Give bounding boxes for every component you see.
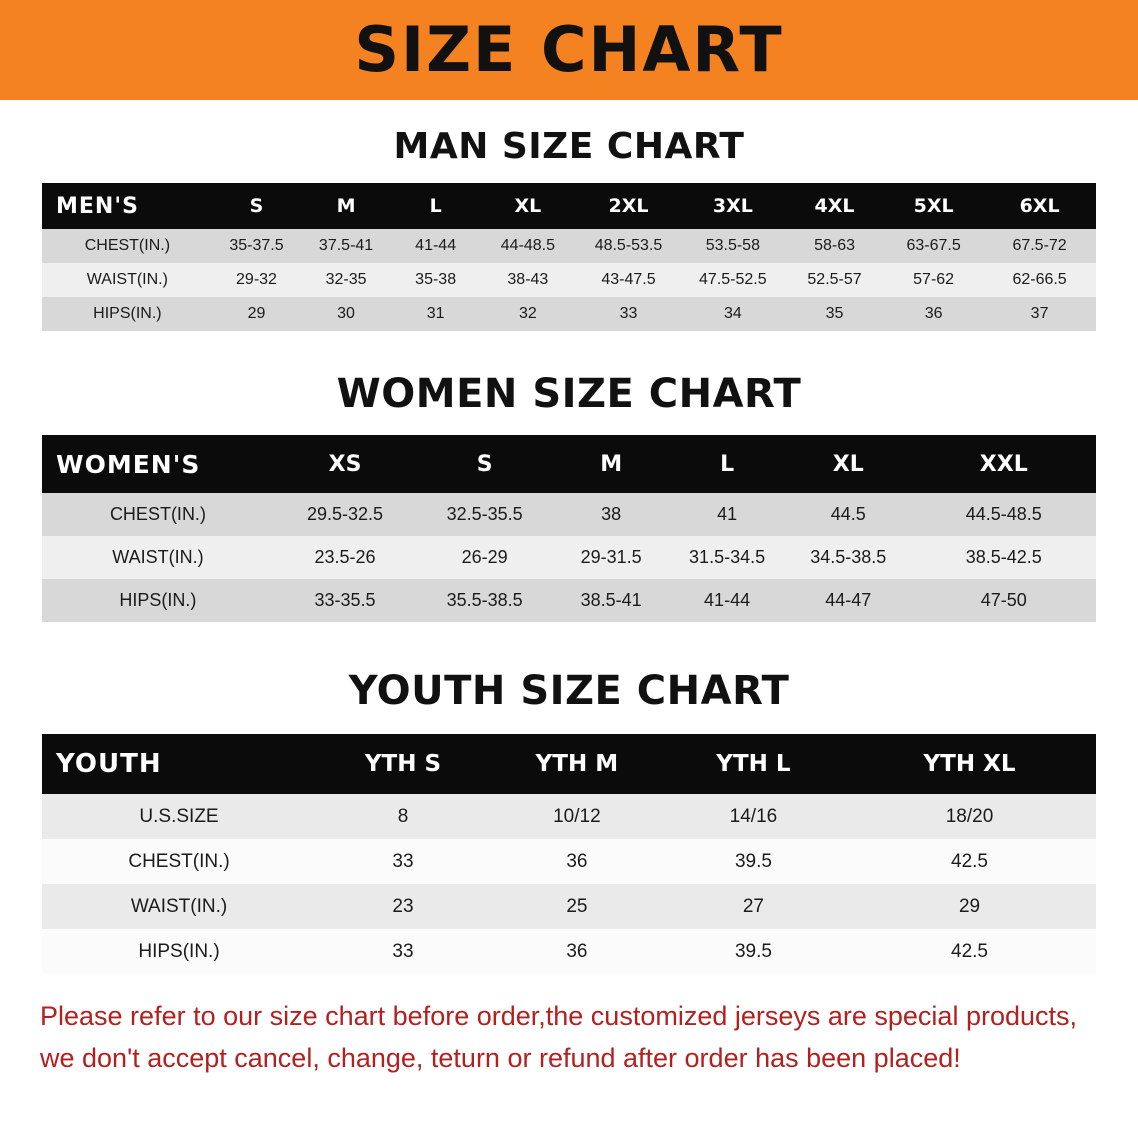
women-cell: 35.5-38.5 (416, 579, 553, 622)
man-table-body (42, 229, 1096, 331)
man-cell: 57-62 (884, 263, 983, 297)
man-cell: 62-66.5 (983, 263, 1096, 297)
youth-table-wrapper (0, 734, 1138, 974)
women-table-head (42, 435, 1096, 493)
women-cell: 23.5-26 (274, 536, 416, 579)
youth-header-label: YOUTH (42, 734, 316, 794)
youth-table-head (42, 734, 1096, 794)
man-cell: 35-38 (392, 263, 479, 297)
table-row (42, 929, 1096, 974)
youth-cell: 8 (316, 794, 490, 839)
youth-section-heading: YOUTH SIZE CHART (348, 668, 790, 714)
table-row (42, 493, 1096, 536)
women-size-table (42, 435, 1096, 622)
table-row (42, 579, 1096, 622)
women-cell: 44-47 (785, 579, 911, 622)
youth-cell: 42.5 (843, 929, 1096, 974)
man-cell: 36 (884, 297, 983, 331)
youth-row-label: HIPS(IN.) (42, 929, 316, 974)
youth-cell: 14/16 (664, 794, 843, 839)
women-table-body (42, 493, 1096, 622)
women-cell: 38 (553, 493, 669, 536)
man-cell: 34 (681, 297, 785, 331)
women-cell: 38.5-41 (553, 579, 669, 622)
man-cell: 38-43 (479, 263, 576, 297)
women-table-wrapper (0, 435, 1138, 622)
women-header-size: XL (785, 435, 911, 493)
table-row (42, 536, 1096, 579)
man-section-heading: MAN SIZE CHART (393, 126, 745, 167)
man-cell: 41-44 (392, 229, 479, 263)
man-cell: 43-47.5 (576, 263, 680, 297)
man-cell: 35-37.5 (213, 229, 300, 263)
man-header-size: M (300, 183, 392, 229)
man-header-size: XL (479, 183, 576, 229)
youth-row-label: U.S.SIZE (42, 794, 316, 839)
order-policy-note: Please refer to our size chart before order,the customized jerseys are special products, we don't accept cancel, change, teturn or refund after order has been placed! (40, 1001, 1078, 1073)
women-row-label: WAIST(IN.) (42, 536, 274, 579)
table-row (42, 794, 1096, 839)
women-header-size: S (416, 435, 553, 493)
youth-cell: 39.5 (664, 839, 843, 884)
women-cell: 41 (669, 493, 785, 536)
youth-cell: 29 (843, 884, 1096, 929)
man-row-label: HIPS(IN.) (42, 297, 213, 331)
man-cell: 30 (300, 297, 392, 331)
man-cell: 67.5-72 (983, 229, 1096, 263)
youth-row-label: WAIST(IN.) (42, 884, 316, 929)
table-row (42, 263, 1096, 297)
youth-cell: 36 (490, 839, 664, 884)
women-header-size: L (669, 435, 785, 493)
women-cell: 44.5 (785, 493, 911, 536)
women-header-size: XXL (912, 435, 1096, 493)
youth-cell: 33 (316, 839, 490, 884)
women-header-size: M (553, 435, 669, 493)
man-cell: 48.5-53.5 (576, 229, 680, 263)
women-cell: 29-31.5 (553, 536, 669, 579)
table-row (42, 229, 1096, 263)
man-header-row (42, 183, 1096, 229)
man-cell: 29 (213, 297, 300, 331)
youth-cell: 23 (316, 884, 490, 929)
man-cell: 37 (983, 297, 1096, 331)
women-header-row (42, 435, 1096, 493)
man-header-size: 3XL (681, 183, 785, 229)
women-header-label: WOMEN'S (42, 435, 274, 493)
women-cell: 34.5-38.5 (785, 536, 911, 579)
table-row (42, 297, 1096, 331)
youth-table-body (42, 794, 1096, 974)
man-cell: 58-63 (785, 229, 884, 263)
women-cell: 32.5-35.5 (416, 493, 553, 536)
women-cell: 31.5-34.5 (669, 536, 785, 579)
women-section-heading: WOMEN SIZE CHART (336, 371, 802, 417)
table-row (42, 839, 1096, 884)
man-size-table (42, 183, 1096, 331)
man-header-size: L (392, 183, 479, 229)
youth-header-size: YTH L (664, 734, 843, 794)
women-row-label: CHEST(IN.) (42, 493, 274, 536)
man-header-size: 2XL (576, 183, 680, 229)
man-cell: 35 (785, 297, 884, 331)
youth-cell: 36 (490, 929, 664, 974)
man-cell: 29-32 (213, 263, 300, 297)
women-cell: 44.5-48.5 (912, 493, 1096, 536)
youth-header-size: YTH M (490, 734, 664, 794)
man-header-label: MEN'S (42, 183, 213, 229)
youth-cell: 10/12 (490, 794, 664, 839)
women-cell: 26-29 (416, 536, 553, 579)
man-cell: 31 (392, 297, 479, 331)
women-cell: 41-44 (669, 579, 785, 622)
man-row-label: CHEST(IN.) (42, 229, 213, 263)
youth-cell: 18/20 (843, 794, 1096, 839)
man-cell: 63-67.5 (884, 229, 983, 263)
page-title: SIZE CHART (354, 13, 784, 86)
youth-row-label: CHEST(IN.) (42, 839, 316, 884)
women-cell: 29.5-32.5 (274, 493, 416, 536)
man-cell: 32-35 (300, 263, 392, 297)
table-row (42, 884, 1096, 929)
man-table-wrapper (0, 183, 1138, 331)
youth-header-row (42, 734, 1096, 794)
man-cell: 37.5-41 (300, 229, 392, 263)
youth-cell: 42.5 (843, 839, 1096, 884)
man-cell: 53.5-58 (681, 229, 785, 263)
man-cell: 47.5-52.5 (681, 263, 785, 297)
youth-cell: 25 (490, 884, 664, 929)
page-banner (0, 0, 1138, 100)
youth-cell: 27 (664, 884, 843, 929)
women-cell: 47-50 (912, 579, 1096, 622)
man-row-label: WAIST(IN.) (42, 263, 213, 297)
youth-cell: 33 (316, 929, 490, 974)
man-header-size: 4XL (785, 183, 884, 229)
man-cell: 32 (479, 297, 576, 331)
women-header-size: XS (274, 435, 416, 493)
women-cell: 38.5-42.5 (912, 536, 1096, 579)
man-cell: 52.5-57 (785, 263, 884, 297)
youth-header-size: YTH S (316, 734, 490, 794)
women-cell: 33-35.5 (274, 579, 416, 622)
man-cell: 33 (576, 297, 680, 331)
man-cell: 44-48.5 (479, 229, 576, 263)
man-table-head (42, 183, 1096, 229)
women-row-label: HIPS(IN.) (42, 579, 274, 622)
youth-cell: 39.5 (664, 929, 843, 974)
man-header-size: S (213, 183, 300, 229)
youth-header-size: YTH XL (843, 734, 1096, 794)
youth-size-table (42, 734, 1096, 974)
man-header-size: 6XL (983, 183, 1096, 229)
man-header-size: 5XL (884, 183, 983, 229)
